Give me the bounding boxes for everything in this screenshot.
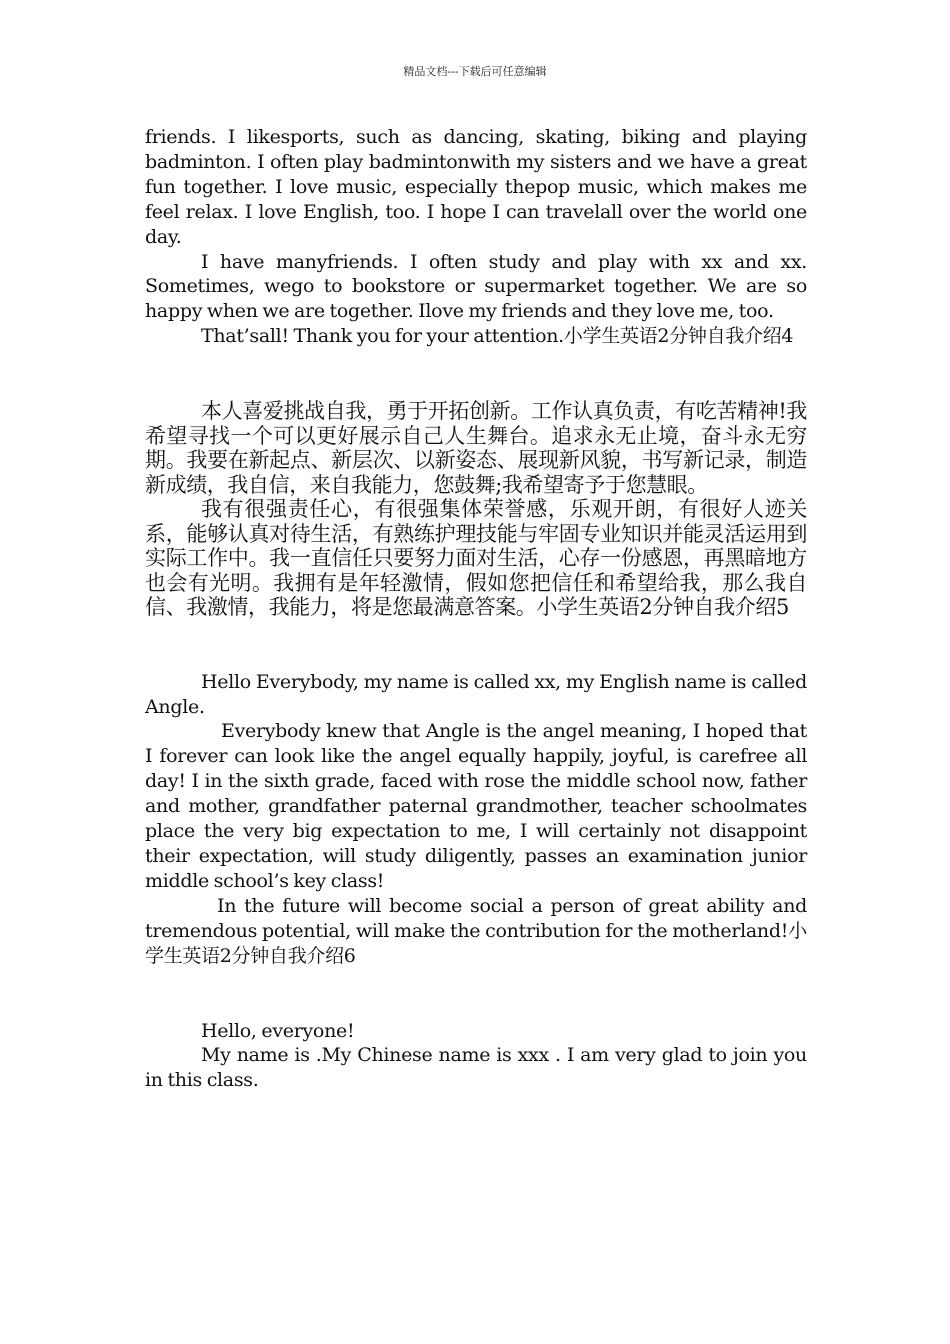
section-hello-everyone [145,1019,807,1094]
section-intro-5-chinese [145,399,807,620]
paragraph: Hello, everyone! [201,1019,355,1042]
paragraph: Hello Everybody, my name is called xx, my English name is called Angle. [145,670,807,718]
paragraph: My name is .My Chinese name is xxx . I am very glad to join you in this class. [145,1044,807,1092]
section-intro-4-end [145,125,807,349]
paragraph: I have manyfriends. I often study and play with xx and xx. Sometimes, wego to bookstore or supermarket together. We are so happy when we are together. Ilove my friends and they love me, too. [145,250,807,323]
paragraph: That’sall! Thank you for your attention.小学生英语2分钟自我介绍4 [201,325,794,348]
paragraph: In the future will become social a person of great ability and tremendous potential, will make the contribution for the motherland!小学生英语2分钟自我介绍6 [145,894,807,967]
document-body [145,125,807,1093]
section-gap [145,349,807,399]
section-gap [145,969,807,1019]
section-gap [145,620,807,670]
paragraph: 本人喜爱挑战自我，勇于开拓创新。工作认真负责，有吃苦精神!我希望寻找一个可以更好展示自己人生舞台。追求永无止境，奋斗永无穷期。我要在新起点、新层次、以新姿态、展现新风貌，书写新记录，制造新成绩，我自信，来自我能力，您鼓舞;我希望寄予于您慧眼。 [145,399,807,497]
page-header: 精品文档---下载后可任意编辑 [403,65,547,78]
paragraph: 我有很强责任心，有很强集体荣誉感，乐观开朗，有很好人迹关系，能够认真对待生活，有熟练护理技能与牢固专业知识并能灵活运用到实际工作中。我一直信任只要努力面对生活，心存一份感恩，再黑暗地方也会有光明。我拥有是年轻激情，假如您把信任和希望给我，那么我自信、我激情，我能力，将是您最满意答案。小学生英语2分钟自我介绍5 [145,497,807,620]
paragraph: Everybody knew that Angle is the angel meaning, I hoped that I forever can look like the angel equally happily, joyful, is carefree all day! I in the sixth grade, faced with rose the middle school now, father and mother, grandfather paternal grandmother, teacher schoolmates place the very big expectation to me, I will certainly not disappoint their expectation, will study diligently, passes an examination junior middle school’s key class! [145,720,807,892]
section-intro-6-angle [145,670,807,969]
paragraph: friends. I likesports, such as dancing, skating, biking and playing badminton. I often play badmintonwith my sisters and we have a great fun together. I love music, especially thepop music, which makes me feel relax. I love English, too. I hope I can travelall over the world one day. [145,126,807,248]
